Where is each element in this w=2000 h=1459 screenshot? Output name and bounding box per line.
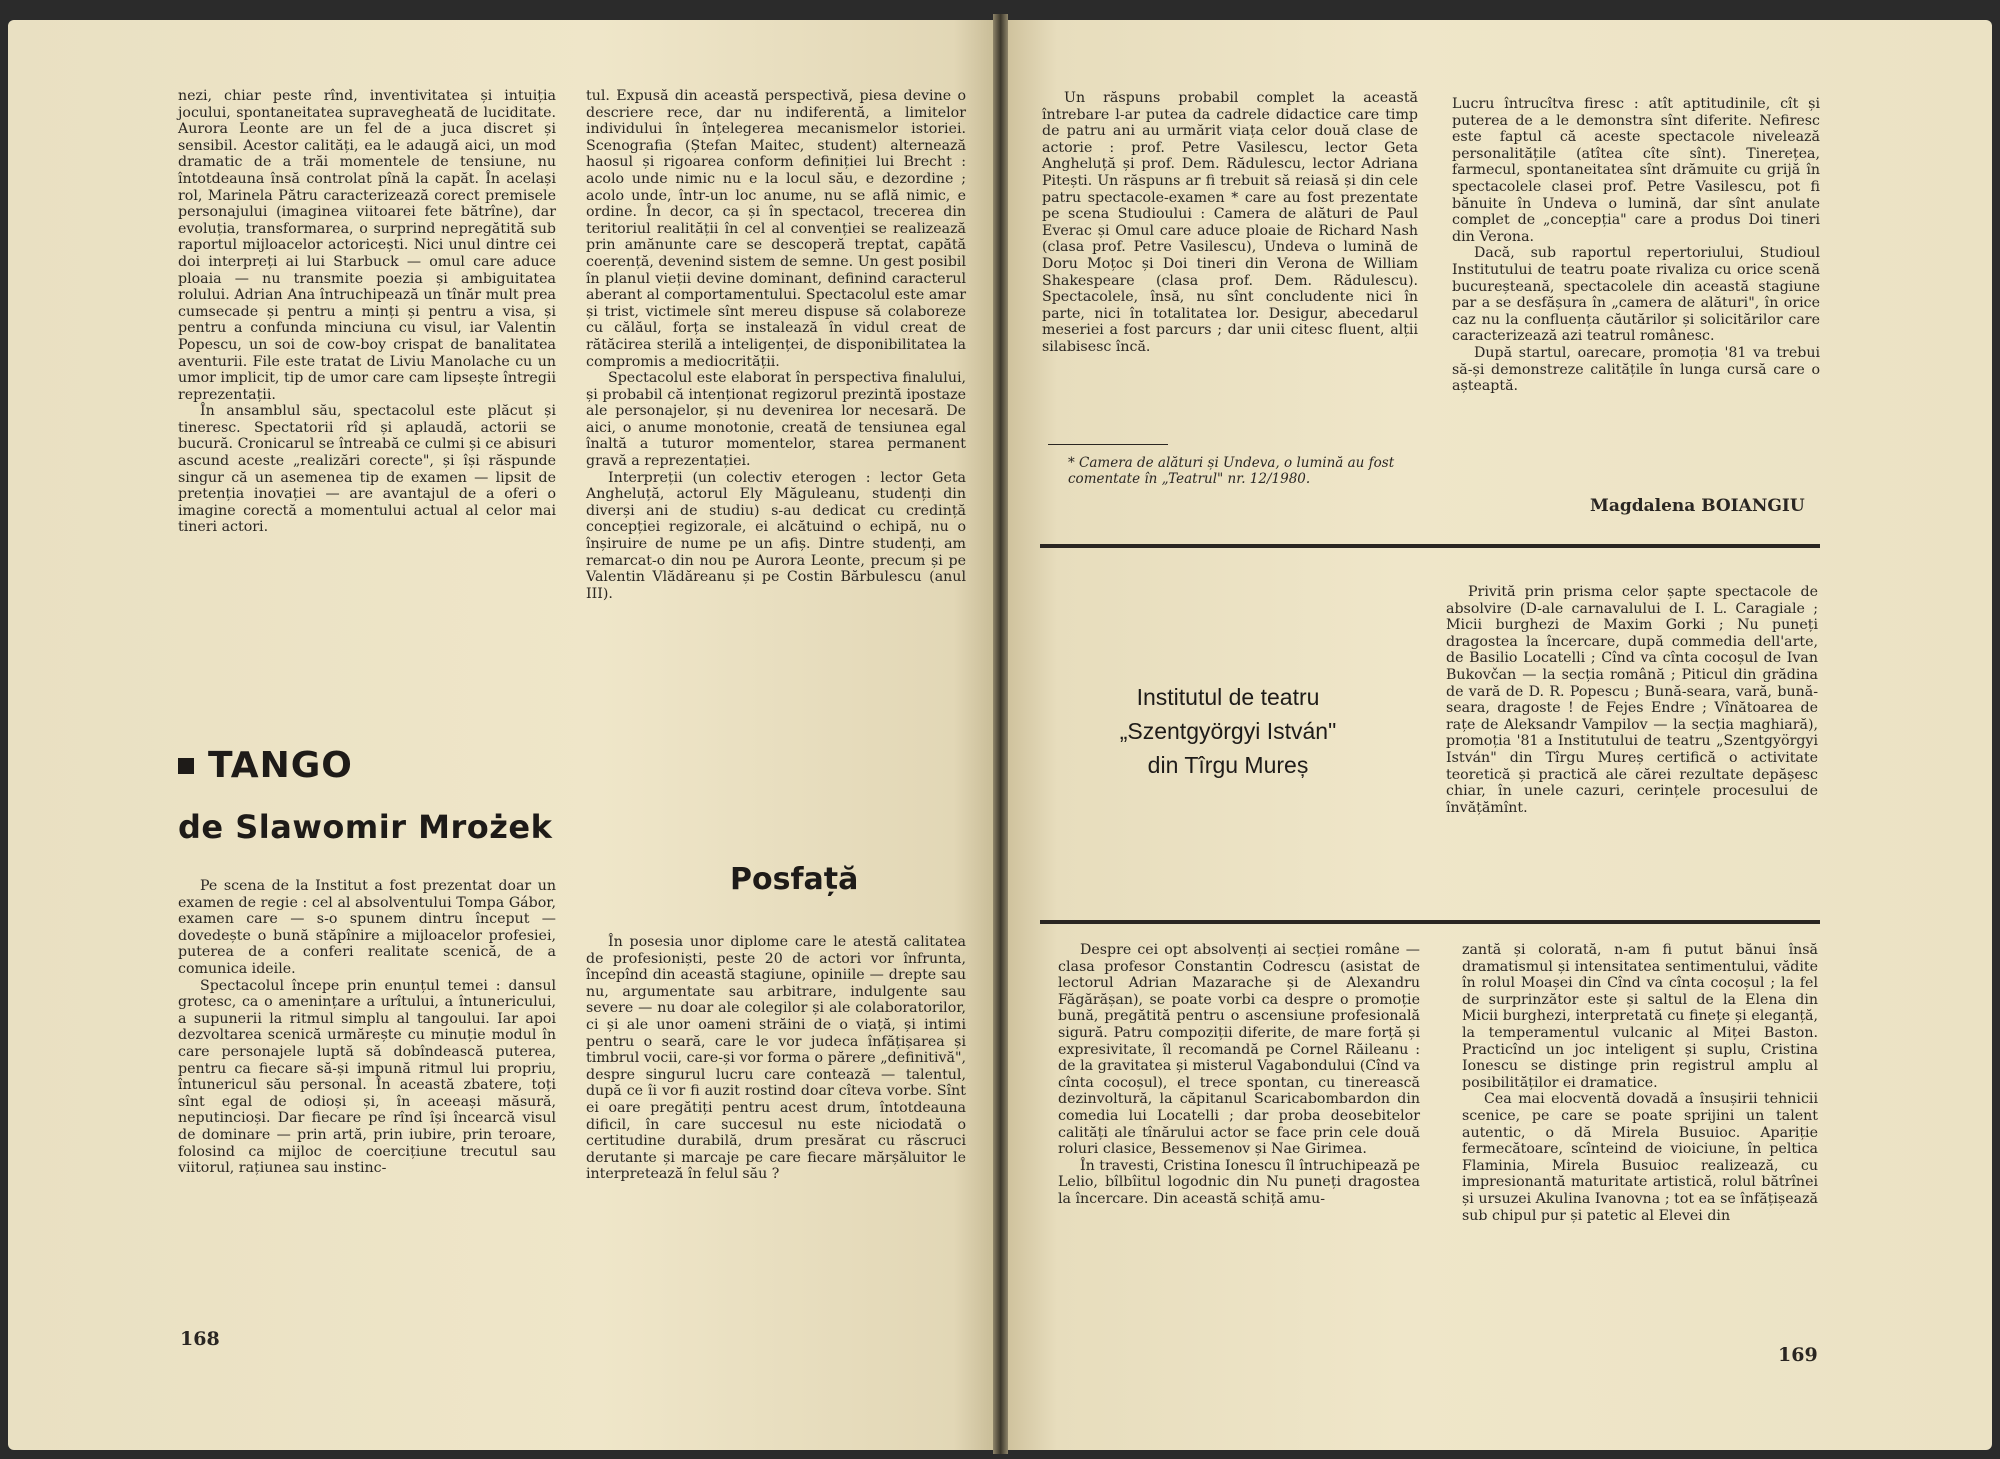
- box-title-line: din Tîrgu Mureș: [1147, 752, 1309, 778]
- left-col2-top: [586, 88, 966, 602]
- book-gutter: [993, 14, 1008, 1454]
- footnote: * Camera de alături și Undeva, o lumină au fost comentate în „Teatrul" nr. 12/1980.: [1068, 455, 1395, 487]
- section-title-posfata: Posfață: [730, 862, 859, 897]
- tango-byline: de Slawomir Mrożek: [178, 808, 553, 846]
- paragraph: zantă și colorată, n-am fi putut bănui însă dramatismul și intensitatea sentimentului, vădite în rolul Moașei din Cînd va cînta cocoșul ; la fel de surprinzător este și saltul de la Elena din Micii burghezi, interpretată cu finețe și eleganță, la temperamentul vulcanic al Miței Baston. Practicînd un joc inteligent și suplu, Cristina Ionescu se distinge prin registrul amplu al posibilităților ei dramatice.: [1462, 942, 1818, 1091]
- bullet-square-icon: [178, 758, 194, 774]
- tango-title: TANGO: [208, 745, 353, 786]
- right-box-text: [1446, 584, 1818, 816]
- author-signature: Magdalena BOIANGIU: [1590, 496, 1805, 516]
- section-title-tango: [178, 745, 353, 786]
- footnote-rule: [1048, 444, 1168, 445]
- right-col2-bottom: [1462, 942, 1818, 1224]
- paragraph: Spectacolul este elaborat în perspectiva finalului, și probabil că intenționat regizorul prezintă ipostaze ale personajelor, și nu devenirea lor necesară. De aici, o anume monotonie, creată de tensiunea egal înaltă a tuturor momentelor, starea permanent gravă a reprezentației.: [586, 370, 966, 470]
- page-number-left: 168: [180, 1328, 220, 1350]
- paragraph: Lucru întrucîtva firesc : atît aptitudinile, cît și puterea de a le demonstra sînt diferite. Nefiresc este faptul că aceste spectacole nivelează personalitățile (atîtea cîte sînt). Tinerețea, farmecul, spontaneitatea sînt drămuite cu grijă în spectacolele clasei prof. Petre Vasilescu, pot fi bănuite în Undeva o lumină, dar sînt anulate complet de „concepția" care a produs Doi tineri din Verona.: [1452, 96, 1820, 245]
- paragraph: După startul, oarecare, promoția '81 va trebui să-și demonstreze calitățile în lunga cursă care o așteaptă.: [1452, 344, 1820, 395]
- top-divider-rule: [1040, 544, 1820, 548]
- paragraph: În posesia unor diplome care le atestă calitatea de profesioniști, peste 20 de actori vor înfrunta, începînd din această stagiune, opiniile — drepte sau nu, argumentate sau arbitrare, indulgente sau severe — nu doar ale colegilor și ale colaboratorilor, ci și ale unor oameni străini de o viață, și intimi pentru o seară, care le vor judeca înfățișarea și timbrul vocii, care-și vor forma o părere „definitivă", despre singurul lucru care contează — talentul, după ce îi vor fi auzit rostind doar cîteva vorbe. Sînt ei oare pregătiți pentru acest drum, întotdeauna dificil, în care succesul nu este niciodată o certitudine durabilă, drum presărat cu răscruci derutante și marcaje pe care fiecare mărșăluitor le interpretează în felul său ?: [586, 934, 966, 1183]
- left-col1-bottom: [178, 878, 556, 1177]
- paragraph: Privită prin prisma celor șapte spectacole de absolvire (D-ale carnavalului de I. L. Caragiale ; Micii burghezi de Maxim Gorki ; Nu puneți dragostea la încercare, după commedia dell'arte, de Basilio Locatelli ; Cînd va cînta cocoșul de Ivan Bukovčan — la secția română ; Piticul din grădina de vară de D. R. Popescu ; Bună-seara, vară, bună-seara, dragoste ! de Fejes Endre ; Vînătoarea de rațe de Aleksandr Vampilov — la secția maghiară), promoția '81 a Institutului de teatru „Szentgyörgyi István" din Tîrgu Mureș certifică o activitate teoretică și practică ale cărei rezultate depășesc chiar, în unele cazuri, cerințele procesului de învățămînt.: [1446, 584, 1818, 816]
- paragraph: Un răspuns probabil complet la această întrebare l-ar putea da cadrele didactice care timp de patru ani au urmărit viața celor două clase de actorie : prof. Petre Vasilescu, lector Geta Angheluță și prof. Dem. Rădulescu, lector Adriana Pitești. Un răspuns ar fi trebuit să reiasă și din cele patru spectacole-examen * care au fost prezentate pe scena Studioului : Camera de alături de Paul Everac și Omul care aduce ploaie de Richard Nash (clasa prof. Petre Vasilescu), Undeva o lumină de Doru Moțoc și Doi tineri din Verona de William Shakespeare (clasa prof. Dem. Rădulescu). Spectacolele, însă, nu sînt concludente nici în parte, nici în totalitatea lor. Desigur, abecedarul meseriei a fost parcurs ; dar unii citesc fluent, alții silabisesc încă.: [1042, 90, 1418, 355]
- paragraph: Pe scena de la Institut a fost prezentat doar un examen de regie : cel al absolventului Tompa Gábor, examen care — s-o spunem dintru început — dovedește o bună stăpînire a mijloacelor profesiei, puterea de a conferi realitate scenică, de a comunica ideile.: [178, 878, 556, 977]
- paragraph: În ansamblul său, spectacolul este plăcut și tineresc. Spectatorii rîd și aplaudă, actorii se bucură. Cronicarul se întreabă ce culmi și ce abisuri ascund aceste „realizări corecte", și își răspunde singur că un asemenea tip de examen — lipsit de pretenția inovației — are avantajul de a oferi o imagine corectă a momentului actual al celor mai tineri actori.: [178, 403, 557, 536]
- paragraph: Despre cei opt absolvenți ai secției române — clasa profesor Constantin Codrescu (asistat de lectorul Adrian Mazarache și de Alexandru Făgărășan), se poate vorbi ca despre o promoție bună, pregătită pentru o ascensiune profesională sigură. Patru compoziții diferite, de mare forță și expresivitate, îl recomandă pe Cornel Răileanu : de la gravitatea și misterul Vagabondului (Cînd va cînta cocoșul), el trece spontan, cu tinerească dezinvoltură, la căpitanul Scaricabombardon din comedia lui Locatelli ; dar proba deosebitelor calități ale tînărului actor se face prin cele două roluri clasice, Bessemenov și Nae Girimea.: [1058, 942, 1420, 1158]
- paragraph: tul. Expusă din această perspectivă, piesa devine o descriere rece, dar nu indiferentă, a limitelor individului în înțelegerea mecanismelor istoriei. Scenografia (Ștefan Maitec, student) alternează haosul și rigoarea conform definiției lui Brecht : acolo unde nimic nu e la locul său, e dezordine ; acolo unde, într-un loc anume, nu se află nimic, e ordine. În decor, ca și în spectacol, trecerea din teritoriul realității în cel al convenției se realizează prin amănunte care se descoperă treptat, capătă coerență, devenind sistem de semne. Un gest posibil în planul vieții devine dominant, definind caracterul aberant al comportamentului. Spectacolul este amar și trist, victimele sînt mereu dispuse să colaboreze cu călăul, forța se instalează în vidul creat de rătăcirea sterilă a inteligenței, de disponibilitatea la compromis a mediocrității.: [586, 88, 966, 370]
- right-col2-top: [1452, 96, 1820, 395]
- right-col1-top: [1042, 90, 1418, 356]
- box-title: [1078, 680, 1378, 782]
- paragraph: Cea mai elocventă dovadă a însușirii tehnicii scenice, pe care se poate sprijini un talent autentic, o dă Mirela Busuioc. Apariție fermecătoare, scînteind de vioiciune, în peltica Flaminia, Mirela Busuioc realizează, cu impresionantă maturitate artistică, rolul bătrînei și ursuzei Akulina Ivanovna ; tot ea se înfățișează sub chipul pur și patetic al Elevei din: [1462, 1091, 1818, 1224]
- page-number-right: 169: [1778, 1344, 1818, 1366]
- right-col1-bottom: [1058, 942, 1420, 1208]
- paragraph: Spectacolul începe prin enunțul temei : dansul grotesc, ca o amenințare a urîtului, a întunericului, a supunerii la ritmul simplu al tangoului. Iar apoi dezvoltarea scenică urmărește cu minuție modul în care personajele luptă să dobîndească puterea, pentru ca fiecare să-și impună ritmul lui propriu, întunericul său personal. În această zbatere, toți sînt egal de odioși și, în aceeași măsură, neputincioși. Dar fiecare pe rînd își încearcă visul de dominare — prin artă, prin iubire, prin teroare, folosind ca mijloc de coercițiune trecutul sau viitorul, rațiunea sau instinc-: [178, 977, 556, 1177]
- left-col2-bottom: [586, 934, 966, 1183]
- bottom-divider-rule: [1040, 920, 1820, 924]
- paragraph: În travesti, Cristina Ionescu îl întruchipează pe Lelio, bîlbîitul logodnic din Nu puneți dragostea la încercare. Din această schiță amu-: [1058, 1157, 1420, 1207]
- box-title-line: Institutul de teatru: [1136, 684, 1320, 710]
- paragraph: Dacă, sub raportul repertoriului, Studioul Institutului de teatru poate rivaliza cu orice scenă bucureșteană, spectacolele din această stagiune par a se desfășura în „camera de alături", în orice caz nu la confluența căutărilor și solicitărilor care caracterizează azi teatrul românesc.: [1452, 245, 1820, 345]
- paragraph: nezi, chiar peste rînd, inventivitatea și intuiția jocului, spontaneitatea supravegheată de luciditate. Aurora Leonte are un fel de a juca discret și sensibil. Acestor calități, ea le adaugă aici, un mod dramatic de a trăi momentele de tensiune, nu întotdeauna însă controlat pînă la capăt. În același rol, Marinela Pătru caracterizează corect premisele personajului (imaginea viitoarei fete bătrîne), dar evoluția, transformarea, o surprind nepregătită sub raportul mijloacelor actoricești. Nici unul dintre cei doi interpreți ai lui Starbuck — omul care aduce ploaia — nu transmite poezia și ambiguitatea rolului. Adrian Ana întruchipează un tînăr mult prea cumsecade și pentru a minți și pentru a visa, și pentru a confunda minciuna cu visul, iar Valentin Popescu, un soi de cow-boy crispat de banalitatea aventurii. File este tratat de Liviu Manolache cu un umor implicit, tip de umor care cam lipsește întregii reprezentații.: [178, 88, 556, 403]
- paragraph: Interpreții (un colectiv eterogen : lector Geta Angheluță, actorul Ely Măguleanu, studenți din diverși ani de studiu) s-au dedicat cu credință concepției regizorale, ei alcătuind o echipă, nu o înșiruire de nume pe un afiș. Dintre studenți, am remarcat-o din nou pe Aurora Leonte, precum și pe Valentin Vlădăreanu și pe Costin Bărbulescu (anul III).: [586, 469, 966, 602]
- left-col1-top: [178, 88, 556, 536]
- box-title-line: „Szentgyörgyi István": [1119, 718, 1337, 744]
